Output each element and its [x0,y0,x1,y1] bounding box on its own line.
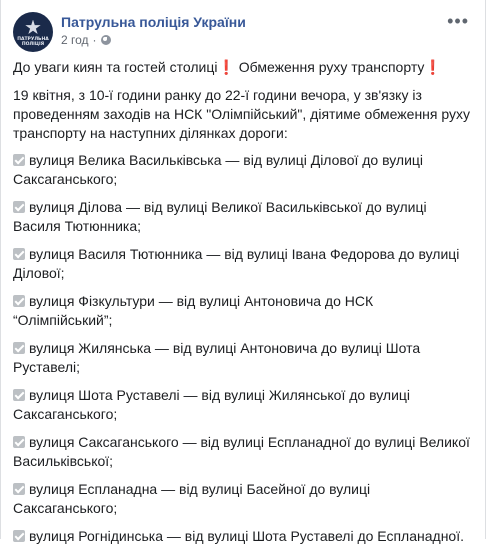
list-item: вулиця Рогнідинська — від вулиці Шота Руставелі до Еспланадної. [13,527,475,546]
check-mark-icon [13,248,25,260]
list-item: вулиця Саксаганського — від вулиці Еспланадної до вулиці Великої Васильківської; [13,434,470,469]
check-mark-icon [13,436,25,448]
list-item: вулиця Велика Васильківська — від вулиці Ділової до вулиці Саксаганського; [13,152,424,187]
list-item: вулиця Шота Руставелі — від вулиці Жилянської до вулиці Саксаганського; [13,387,411,422]
list-item: вулиця Жилянська — від вулиці Антоновича до вулиці Шота Руставелі; [13,340,421,375]
avatar-logo-text: ПАТРУЛЬНА ПОЛІЦІЯ [17,36,49,47]
list-item: вулиця Фізкультури — від вулиці Антоновича до НСК “Олімпійський”; [13,293,374,328]
exclamation-icon: ❗ [217,59,235,75]
police-star-logo-icon [25,20,41,36]
meta-separator: · [92,33,97,47]
globe-icon[interactable] [101,35,111,45]
check-mark-icon [13,389,25,401]
check-mark-icon [13,483,25,495]
exclamation-icon: ❗ [424,59,442,75]
page-name-link[interactable]: Патрульна поліція України [61,14,246,30]
more-horizontal-icon[interactable]: ••• [447,11,469,31]
post-header [13,12,473,56]
post-lead: 19 квітня, з 10-ї години ранку до 22-ї години вечора, у зв'язку із проведенням заходів на НСК "Олімпійський", діятиме обмеження руху транспорту на наступних ділянках дороги: [13,87,471,141]
post-text [13,58,475,555]
post-intro: До уваги киян та гостей столиці❗ Обмеження руху транспорту❗ [13,59,442,75]
check-mark-icon [13,201,25,213]
post-timestamp[interactable]: 2 год [61,33,89,47]
page-avatar[interactable] [13,12,53,52]
check-mark-icon [13,295,25,307]
check-mark-icon [13,530,25,542]
list-item: вулиця Еспланадна — від вулиці Басейної до вулиці Саксаганського; [13,481,371,516]
post-meta [61,33,111,47]
check-mark-icon [13,154,25,166]
list-item: вулиця Василя Тютюнника — від вулиці Івана Федорова до вулиці Ділової; [13,246,460,281]
list-item: вулиця Ділова — від вулиці Великої Васильківської до вулиці Василя Тютюнника; [13,199,427,234]
check-mark-icon [13,342,25,354]
